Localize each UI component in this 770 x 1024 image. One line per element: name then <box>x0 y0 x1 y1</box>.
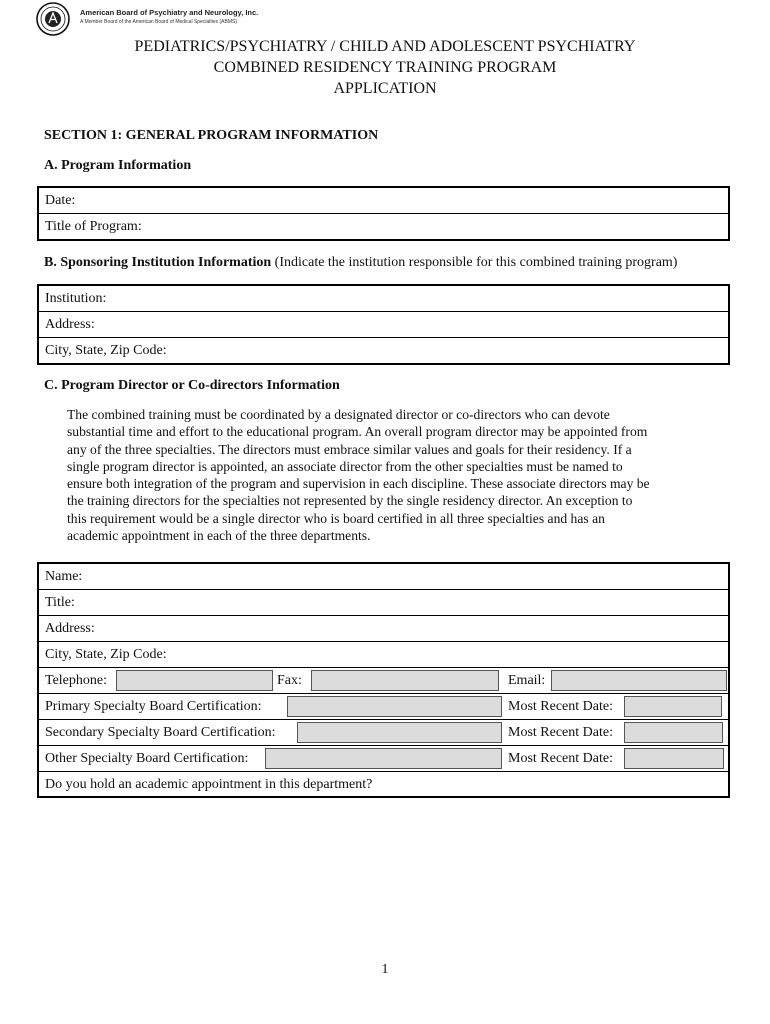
paragraph-line: single program director is appointed, an associate director from the other specialties must be named to <box>67 458 623 474</box>
secondary-certification-row <box>39 720 728 746</box>
part-b-heading-line <box>44 255 677 271</box>
director-title-label: Title: <box>45 594 75 610</box>
director-name-row[interactable] <box>39 564 728 590</box>
email-input[interactable] <box>551 670 727 691</box>
paragraph-line: substantial time and effort to the educational program. An overall program director may be appointed from <box>67 424 648 440</box>
org-name: American Board of Psychiatry and Neurology, Inc. <box>80 8 259 17</box>
institution-city-label: City, State, Zip Code: <box>45 343 167 358</box>
institution-address-row[interactable] <box>39 312 728 338</box>
secondary-certification-label: Secondary Specialty Board Certification: <box>45 725 276 740</box>
date-label: Date: <box>45 192 76 208</box>
program-title-row[interactable] <box>39 214 728 240</box>
director-requirements-paragraph <box>67 406 727 544</box>
abpn-seal-logo <box>36 2 70 36</box>
primary-certification-row <box>39 694 728 720</box>
program-title-label: Title of Program: <box>45 219 142 234</box>
page-number: 1 <box>381 962 389 977</box>
director-name-label: Name: <box>45 568 83 584</box>
date-row[interactable] <box>39 188 728 214</box>
org-header <box>80 8 258 25</box>
other-recent-date-label: Most Recent Date: <box>508 751 613 766</box>
academic-appointment-row[interactable] <box>39 772 728 798</box>
title-line-3: APPLICATION <box>333 80 437 97</box>
document-title <box>0 36 770 99</box>
part-b-heading: B. Sponsoring Institution Information <box>44 255 272 270</box>
paragraph-line: this requirement would be a single director who is board certified in all three specialties and has an <box>67 510 605 526</box>
director-city-row[interactable] <box>39 642 728 668</box>
contact-row <box>39 668 728 694</box>
paragraph-line: academic appointment in each of the three departments. <box>67 528 371 544</box>
email-label: Email: <box>508 673 546 688</box>
org-subtitle: A Member Board of the American Board of Medical Specialties (ABMS) <box>80 19 238 25</box>
sponsoring-institution-box <box>37 284 730 365</box>
other-certification-row <box>39 746 728 772</box>
section-1-heading: SECTION 1: GENERAL PROGRAM INFORMATION <box>44 128 379 143</box>
program-info-box <box>37 186 730 241</box>
director-info-box <box>37 562 730 798</box>
telephone-input[interactable] <box>116 670 273 691</box>
academic-appointment-question: Do you hold an academic appointment in this department? <box>45 777 373 792</box>
paragraph-line: ensure both integration of the program and supervision in each discipline. These associate directors may be <box>67 476 650 492</box>
fax-input[interactable] <box>311 670 499 691</box>
secondary-recent-date-label: Most Recent Date: <box>508 725 613 740</box>
other-certification-label: Other Specialty Board Certification: <box>45 751 249 766</box>
telephone-label: Telephone: <box>45 673 107 688</box>
primary-certification-label: Primary Specialty Board Certification: <box>45 699 262 714</box>
other-certification-input[interactable] <box>265 748 502 769</box>
institution-label: Institution: <box>45 290 107 306</box>
institution-address-label: Address: <box>45 316 95 332</box>
part-c-heading: C. Program Director or Co-directors Information <box>44 378 340 393</box>
director-city-label: City, State, Zip Code: <box>45 646 167 662</box>
part-b-note: (Indicate the institution responsible for this combined training program) <box>274 255 678 270</box>
title-line-1: PEDIATRICS/PSYCHIATRY / CHILD AND ADOLESCENT PSYCHIATRY <box>134 38 636 55</box>
director-address-label: Address: <box>45 620 95 636</box>
paragraph-line: any of the three specialties. The directors must embrace similar values and goals for their residency. If a <box>67 441 632 457</box>
part-a-heading: A. Program Information <box>44 158 192 173</box>
director-address-row[interactable] <box>39 616 728 642</box>
primary-recent-date-label: Most Recent Date: <box>508 699 613 714</box>
title-line-2: COMBINED RESIDENCY TRAINING PROGRAM <box>213 59 557 76</box>
other-recent-date-input[interactable] <box>624 748 724 769</box>
director-title-row[interactable] <box>39 590 728 616</box>
fax-label: Fax: <box>277 673 302 688</box>
institution-city-row[interactable] <box>39 338 728 364</box>
paragraph-line: the training directors for the specialties not represented by the single residency director. An exception to <box>67 493 633 509</box>
institution-row[interactable] <box>39 286 728 312</box>
primary-certification-input[interactable] <box>287 696 502 717</box>
secondary-recent-date-input[interactable] <box>624 722 723 743</box>
paragraph-line: The combined training must be coordinated by a designated director or co-directors who can devote <box>67 407 610 422</box>
secondary-certification-input[interactable] <box>297 722 502 743</box>
primary-recent-date-input[interactable] <box>624 696 722 717</box>
